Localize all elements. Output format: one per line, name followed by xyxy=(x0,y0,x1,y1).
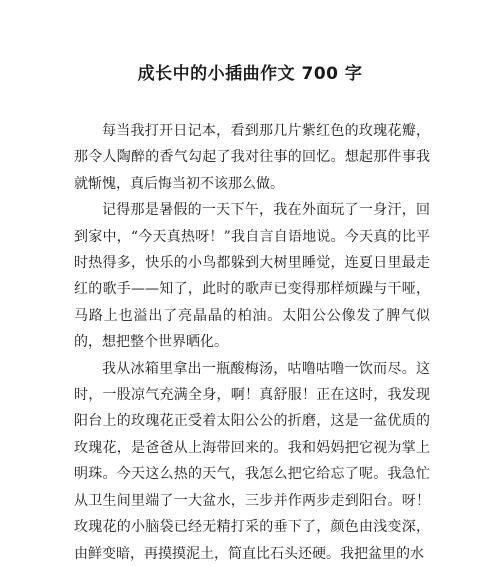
paragraph-3: 我从冰箱里拿出一瓶酸梅汤，咕噜咕噜一饮而尽。这时，一股凉气充满全身，啊！真舒服！正在这时，我发现阳台上的玫瑰花正受着太阳公公的折磨，这是一盆优质的玫瑰花，是爸爸从上海带回来的。我和妈妈把它视为掌上明珠。今天这么热的天气，我怎么把它给忘了呢。我急忙从卫生间里端了一大盆水，三步并作两步走到阳台。呀！玫瑰花的小脑袋已经无精打采的垂下了，颜色由浅变深，由鲜变暗，再摸摸泥土，简直比石头还硬。我把盆里的水 xyxy=(74,360,430,562)
paragraph-1: 每当我打开日记本，看到那几片紫红色的玫瑰花瓣，那令人陶醉的香气勾起了我对往事的回忆。想起那件事我就惭愧，真后悔当初不该那么做。 xyxy=(74,123,430,192)
document-body xyxy=(74,118,430,566)
document-title: 成长中的小插曲作文 700 字 xyxy=(137,64,363,84)
paragraph-2: 记得那是暑假的一天下午，我在外面玩了一身汗，回到家中，“今天真热呀！”我自言自语地说。今天真的比平时热得多，快乐的小鸟都躲到大树里睡觉，连夏日里最走红的歌手——知了，此时的歌声已变得那样烦躁与干哑，马路上也溢出了亮晶晶的柏油。太阳公公像发了脾气似的，想把整个世界晒化。 xyxy=(74,202,430,351)
